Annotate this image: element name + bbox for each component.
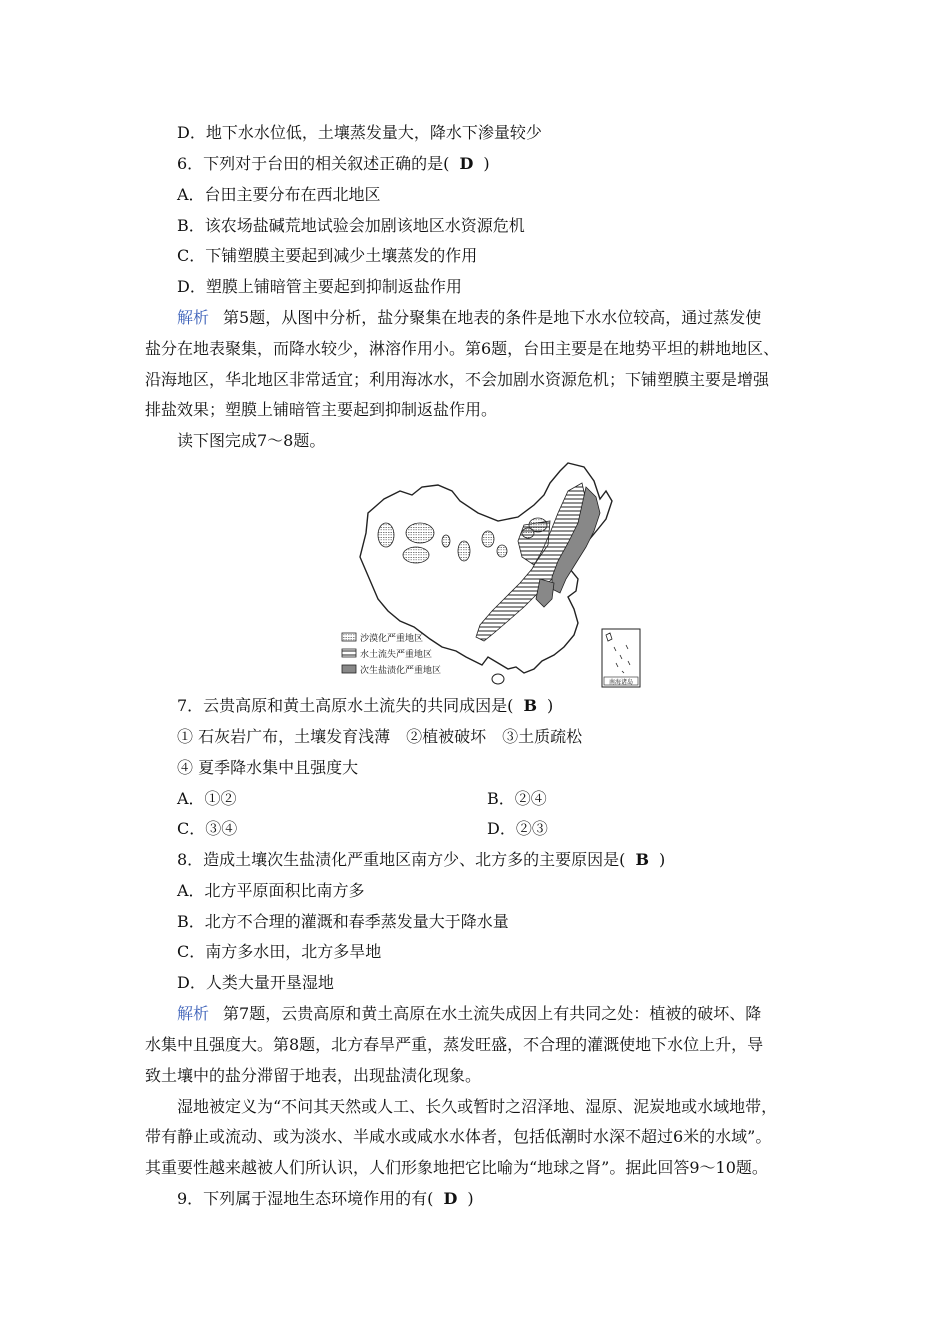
analysis2-label: 解析: [177, 1004, 210, 1023]
analysis1-line1: [177, 308, 761, 328]
map-svg: [338, 461, 644, 689]
q8-stem-text: 8．造成土壤次生盐渍化严重地区南方少、北方多的主要原因是(: [177, 850, 626, 869]
q5-option-d: D．地下水水位低，土壤蒸发量大，降水下渗量较少: [177, 123, 542, 142]
desert-area-6: [497, 545, 507, 557]
q7-stem-text: 7．云贵高原和黄土高原水土流失的共同成因是(: [177, 696, 514, 715]
q8-option-c: C．南方多水田，北方多旱地: [177, 942, 382, 961]
desert-area-3: [378, 523, 394, 547]
q9-stem: [177, 1189, 474, 1209]
analysis1-line3: 沿海地区，华北地区非常适宜；利用海冰水，不会加剧水资源危机；下铺塑膜主要是增强: [145, 370, 770, 389]
desert-area-4: [458, 541, 470, 561]
q7-answer: B: [523, 696, 537, 715]
analysis2-line2: 水集中且强度大。第8题，北方春旱严重，蒸发旺盛，不合理的灌溉使地下水位上升，导: [145, 1035, 764, 1054]
q8-stem-close: ): [658, 850, 666, 869]
q7-option-d: D．②③: [487, 819, 548, 838]
intro-7-8: 读下图完成7～8题。: [177, 431, 326, 450]
q9-stem-text: 9．下列属于湿地生态环境作用的有(: [177, 1189, 434, 1208]
desert-area-9: [442, 535, 450, 547]
wetland-line1: 湿地被定义为“不问其天然或人工、长久或暂时之沼泽地、湿原、泥炭地或水域地带，: [177, 1097, 778, 1116]
inset-label: 南海诸岛: [608, 679, 634, 686]
q7-option-b: B．②④: [487, 789, 547, 808]
q7-items-line2: ④ 夏季降水集中且强度大: [177, 758, 359, 777]
q7-option-a: A．①②: [177, 789, 237, 808]
hainan-island: [492, 674, 504, 684]
legend-salinization: 次生盐渍化严重地区: [360, 666, 442, 676]
q8-option-d: D．人类大量开垦湿地: [177, 973, 334, 992]
q6-answer: D: [459, 154, 474, 173]
q6-option-a: A．台田主要分布在西北地区: [177, 185, 381, 204]
q8-stem: [177, 850, 665, 870]
analysis2-text1: 第7题，云贵高原和黄土高原在水土流失成因上有共同之处：植被的破坏、降: [223, 1004, 762, 1023]
desert-area-5: [482, 531, 494, 547]
q6-stem-close: ): [483, 154, 490, 173]
q6-option-b: B．该农场盐碱荒地试验会加剧该地区水资源危机: [177, 216, 525, 235]
analysis2-line3: 致土壤中的盐分滞留于地表，出现盐渍化现象。: [145, 1066, 482, 1085]
q6-stem-text: 6．下列对于台田的相关叙述正确的是(: [177, 154, 450, 173]
south-china-sea-inset: [602, 629, 640, 687]
legend-soil-erosion: 水土流失严重地区: [360, 650, 433, 660]
q7-stem: [177, 696, 553, 716]
analysis1-text1: 第5题，从图中分析，盐分聚集在地表的条件是地下水水位较高，通过蒸发使: [223, 308, 762, 327]
analysis2-line1: [177, 1004, 761, 1024]
q7-stem-close: ): [546, 696, 554, 715]
legend-desertification: 沙漠化严重地区: [360, 634, 424, 644]
q7-option-c: C．③④: [177, 819, 238, 838]
q9-answer: D: [443, 1189, 458, 1208]
q6-stem: [177, 154, 490, 174]
analysis1-line4: 排盐效果；塑膜上铺暗管主要起到抑制返盐作用。: [145, 400, 498, 419]
wetland-line2: 带有静止或流动、或为淡水、半咸水或咸水水体者，包括低潮时水深不超过6米的水域”。: [145, 1127, 772, 1146]
china-land-degradation-map: [338, 461, 644, 689]
q8-option-b: B．北方不合理的灌溉和春季蒸发量大于降水量: [177, 912, 509, 931]
desert-area-1: [406, 523, 434, 543]
q8-answer: B: [635, 850, 649, 869]
q7-items-line1: ① 石灰岩广布，土壤发育浅薄 ②植被破坏 ③土质疏松: [177, 727, 583, 746]
wetland-line3: 其重要性越来越被人们所认识，人们形象地把它比喻为“地球之肾”。据此回答9～10题。: [145, 1158, 768, 1177]
q6-option-c: C．下铺塑膜主要起到减少土壤蒸发的作用: [177, 246, 478, 265]
map-legend: [342, 632, 441, 676]
q9-stem-close: ): [467, 1189, 474, 1208]
analysis1-line2: 盐分在地表聚集，而降水较少，淋溶作用小。第6题，台田主要是在地势平坦的耕地地区、: [145, 339, 780, 358]
q6-option-d: D．塑膜上铺暗管主要起到抑制返盐作用: [177, 277, 462, 296]
q8-option-a: A．北方平原面积比南方多: [177, 881, 365, 900]
analysis1-label: 解析: [177, 308, 210, 327]
desert-area-2: [403, 547, 429, 563]
